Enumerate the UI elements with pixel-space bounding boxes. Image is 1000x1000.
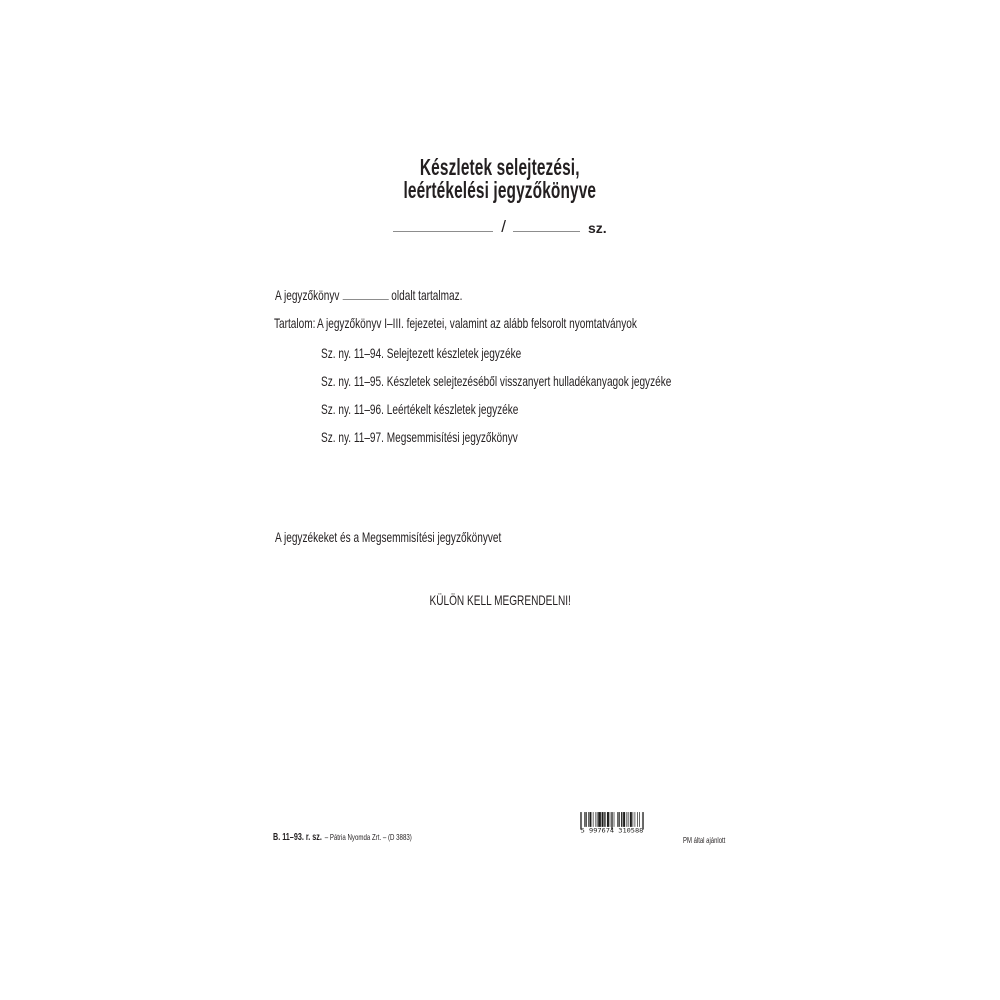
list-item — [321, 345, 599, 363]
attachments-note-line — [275, 529, 589, 547]
barcode-digits: 5 997674 310588 — [580, 827, 644, 833]
contents-label: Tartalom: — [274, 315, 316, 331]
printer-info: – Pátria Nyomda Zrt. – (D 3883) — [324, 832, 412, 842]
contents-item-4: Sz. ny. 11–97. Megsemmisítési jegyzőkönyv — [321, 429, 518, 445]
list-item — [321, 373, 808, 391]
attachments-note: A jegyzékeket és a Megsemmisítési jegyzőkönyvet — [275, 529, 502, 545]
contents-intro-cell — [317, 315, 761, 333]
document-title — [0, 156, 1000, 203]
page-count-prefix: A jegyzőkönyv — [275, 287, 340, 303]
page-count-blank — [342, 288, 388, 300]
serial-number-blank-left — [393, 231, 493, 232]
order-instruction-line — [0, 592, 1000, 610]
serial-suffix-label: sz. — [588, 220, 607, 236]
contents-item-2: Sz. ny. 11–95. Készletek selejtezéséből visszanyert hulladékanyagok jegyzéke — [321, 373, 672, 389]
barcode-bars-icon — [580, 812, 644, 833]
ean-barcode — [580, 812, 644, 833]
title-line-1: Készletek selejtezési, — [420, 154, 580, 180]
slash-separator: / — [501, 217, 507, 236]
footer-left — [273, 827, 466, 845]
title-line-2: leértékelési jegyzőkönyve — [403, 177, 597, 203]
list-item — [321, 429, 594, 447]
serial-number-row — [0, 216, 1000, 236]
contents-intro: A jegyzőkönyv I–III. fejezetei, valamint az alább felsorolt nyomtatványok — [317, 315, 637, 331]
contents-item-1: Sz. ny. 11–94. Selejtezett készletek jegyzéke — [321, 345, 522, 361]
contents-item-3: Sz. ny. 11–96. Leértékelt készletek jegyzéke — [321, 401, 519, 417]
footer-right — [683, 830, 743, 848]
pm-approval-note: PM által ajánlott — [683, 835, 726, 845]
page-count-line — [275, 287, 535, 305]
order-instruction: KÜLÖN KELL MEGRENDELNI! — [429, 592, 571, 608]
list-item — [321, 401, 595, 419]
page-count-suffix: oldalt tartalmaz. — [391, 287, 463, 303]
serial-number-blank-right — [513, 231, 580, 232]
form-number: B. 11–93. r. sz. — [273, 832, 322, 843]
